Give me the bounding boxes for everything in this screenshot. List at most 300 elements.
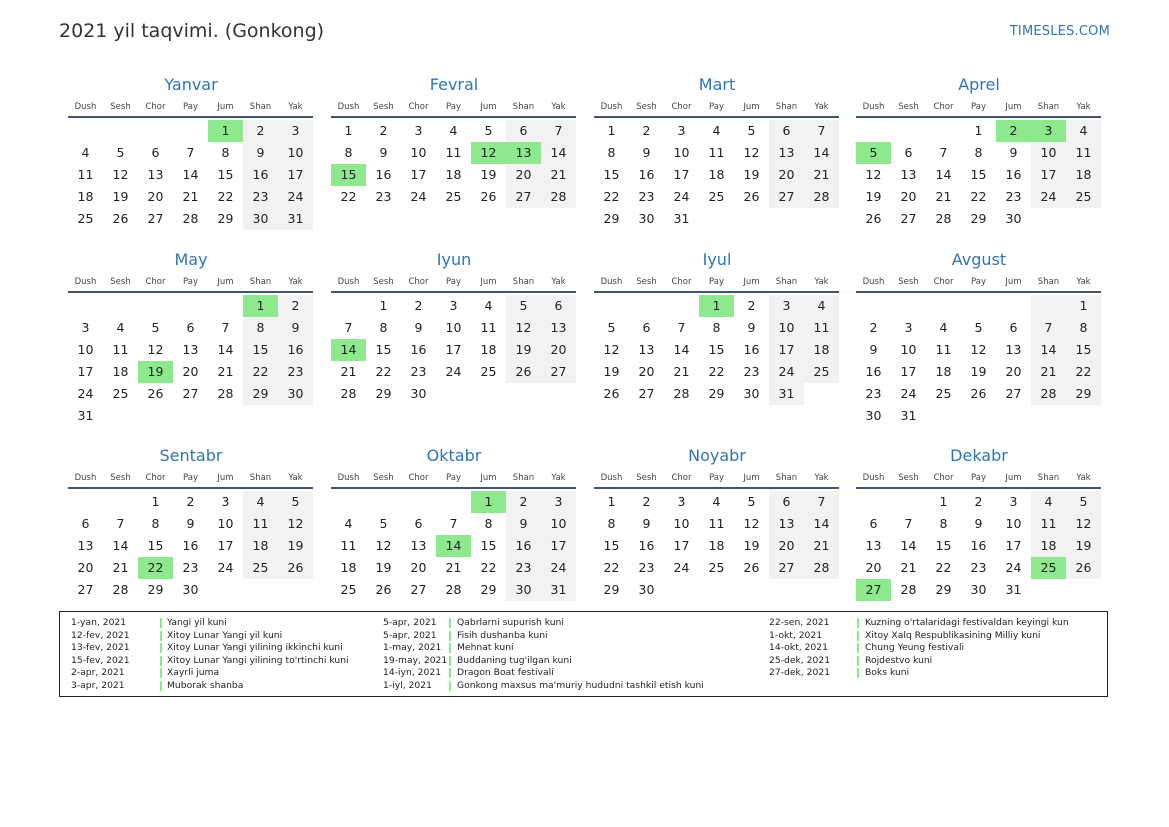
day-cell: 7 xyxy=(939,145,948,160)
day-cell: 11 xyxy=(804,317,839,339)
holiday-marker xyxy=(449,668,451,678)
weekday-label: Chor xyxy=(408,277,429,287)
day-cell: 6 xyxy=(869,516,878,531)
empty-cell xyxy=(331,491,366,513)
weekday-header xyxy=(331,469,577,483)
day-cell: 1 xyxy=(151,494,160,509)
weekday-label: Yak xyxy=(288,277,303,287)
day-cell: 27 xyxy=(410,582,427,597)
day-cell: 21 xyxy=(804,535,839,557)
day-cell: 19 xyxy=(138,361,173,383)
day-cell: 20 xyxy=(769,535,804,557)
day-cell: 15 xyxy=(935,538,952,553)
day-cell: 25 xyxy=(708,560,725,575)
day-cell: 11 xyxy=(935,342,952,357)
weekday-label: Shan xyxy=(249,473,272,483)
weekday-label: Sesh xyxy=(373,473,394,483)
day-cell: 4 xyxy=(449,123,458,138)
day-cell: 22 xyxy=(935,560,952,575)
day-cell: 15 xyxy=(1066,339,1101,361)
month-name: Dekabr xyxy=(950,446,1008,465)
holiday-name: Xitoy Lunar Yangi yilining to'rtinchi kuni xyxy=(167,654,349,666)
day-cell: 6 xyxy=(769,491,804,513)
day-cell: 13 xyxy=(147,167,164,182)
day-cell: 14 xyxy=(804,513,839,535)
holiday-date: 13-fev, 2021 xyxy=(71,642,130,653)
day-cell: 25 xyxy=(935,386,952,401)
day-cell: 24 xyxy=(1031,186,1066,208)
day-cell: 1 xyxy=(939,494,948,509)
weekday-header xyxy=(68,469,314,483)
weekday-label: Chor xyxy=(145,473,166,483)
day-cell: 28 xyxy=(445,582,462,597)
holiday-date: 14-iyn, 2021 xyxy=(383,667,442,678)
day-cell: 29 xyxy=(970,211,987,226)
empty-cell xyxy=(769,208,804,230)
day-cell: 18 xyxy=(77,189,94,204)
holiday-name: Kuzning o'rtalaridagi festivaldan keyingi kun xyxy=(865,617,1069,628)
day-cell: 7 xyxy=(221,320,230,335)
day-cell: 1 xyxy=(243,295,278,317)
day-cell: 19 xyxy=(278,535,313,557)
holiday-marker xyxy=(449,631,451,641)
day-cell: 5 xyxy=(747,494,756,509)
day-cell: 25 xyxy=(804,361,839,383)
month-mart xyxy=(594,72,840,230)
month-aprel xyxy=(856,72,1102,230)
day-cell: 11 xyxy=(480,320,497,335)
empty-cell xyxy=(103,405,138,427)
empty-cell xyxy=(243,405,278,427)
day-cell: 20 xyxy=(638,364,655,379)
day-cell: 12 xyxy=(278,513,313,535)
day-cell: 2 xyxy=(747,298,756,313)
day-cell: 28 xyxy=(1031,383,1066,405)
day-cell: 7 xyxy=(904,516,913,531)
weekday-label: Pay xyxy=(183,102,198,112)
day-cell: 10 xyxy=(1031,142,1066,164)
weekday-label: Yak xyxy=(1076,473,1091,483)
empty-cell xyxy=(1031,208,1066,230)
weekday-label: Dush xyxy=(337,277,360,287)
day-cell: 18 xyxy=(804,339,839,361)
empty-cell xyxy=(856,491,891,513)
empty-cell xyxy=(1031,405,1066,427)
day-cell: 26 xyxy=(743,189,760,204)
holiday-date: 1-iyl, 2021 xyxy=(383,679,432,691)
day-cell: 29 xyxy=(603,582,620,597)
day-cell: 2 xyxy=(186,494,195,509)
empty-cell xyxy=(103,120,138,142)
day-cell: 11 xyxy=(243,513,278,535)
empty-cell xyxy=(208,405,243,427)
weekday-label: Dush xyxy=(337,102,360,112)
weekday-label: Shan xyxy=(1037,102,1060,112)
weekday-label: Yak xyxy=(551,102,566,112)
weekday-label: Pay xyxy=(971,473,986,483)
weekday-label: Pay xyxy=(183,277,198,287)
weekday-label: Yak xyxy=(288,102,303,112)
day-cell: 31 xyxy=(673,211,690,226)
holiday-date: 2-apr, 2021 xyxy=(71,667,125,678)
day-cell: 28 xyxy=(182,211,199,226)
empty-cell xyxy=(541,383,576,405)
holiday-name: Yangi yil kuni xyxy=(167,617,227,628)
day-cell: 22 xyxy=(480,560,497,575)
day-cell: 30 xyxy=(278,383,313,405)
weekday-label: Pay xyxy=(971,277,986,287)
day-cell: 21 xyxy=(445,560,462,575)
day-grid xyxy=(856,295,1102,427)
day-grid xyxy=(594,491,840,601)
day-cell: 17 xyxy=(217,538,234,553)
weekday-header xyxy=(594,273,840,287)
weekday-label: Chor xyxy=(408,473,429,483)
day-cell: 26 xyxy=(1066,557,1101,579)
empty-cell xyxy=(471,383,506,405)
day-cell: 17 xyxy=(410,167,427,182)
weekday-label: Dush xyxy=(600,277,623,287)
empty-cell xyxy=(68,295,103,317)
empty-cell xyxy=(436,383,471,405)
day-cell: 29 xyxy=(243,383,278,405)
weekday-label: Sesh xyxy=(636,277,657,287)
weekday-label: Yak xyxy=(1076,277,1091,287)
day-cell: 29 xyxy=(480,582,497,597)
weekday-label: Yak xyxy=(551,277,566,287)
day-cell: 15 xyxy=(147,538,164,553)
day-cell: 22 xyxy=(1066,361,1101,383)
month-name: Aprel xyxy=(958,75,1000,94)
day-cell: 30 xyxy=(182,582,199,597)
holiday-marker xyxy=(857,668,859,678)
day-cell: 20 xyxy=(865,560,882,575)
day-grid xyxy=(68,491,314,601)
empty-cell xyxy=(173,120,208,142)
weekday-label: Dush xyxy=(74,277,97,287)
day-cell: 25 xyxy=(1031,557,1066,579)
day-cell: 30 xyxy=(410,386,427,401)
day-cell: 18 xyxy=(340,560,357,575)
day-cell: 23 xyxy=(506,557,541,579)
day-cell: 23 xyxy=(243,186,278,208)
weekday-label: Pay xyxy=(709,277,724,287)
header-rule xyxy=(856,487,1101,489)
day-cell: 22 xyxy=(340,189,357,204)
holiday-date: 3-apr, 2021 xyxy=(71,679,125,691)
day-cell: 14 xyxy=(331,339,366,361)
day-cell: 8 xyxy=(712,320,721,335)
day-cell: 3 xyxy=(541,491,576,513)
weekday-label: Pay xyxy=(183,473,198,483)
holiday-name: Boks kuni xyxy=(865,667,910,678)
day-cell: 14 xyxy=(112,538,129,553)
weekday-label: Jum xyxy=(480,473,497,483)
day-cell: 27 xyxy=(506,186,541,208)
month-name: Sentabr xyxy=(159,446,223,465)
day-cell: 9 xyxy=(506,513,541,535)
day-cell: 18 xyxy=(445,167,462,182)
day-cell: 15 xyxy=(331,164,366,186)
day-cell: 11 xyxy=(1066,142,1101,164)
weekday-header xyxy=(68,98,314,112)
day-cell: 4 xyxy=(243,491,278,513)
holiday-marker xyxy=(160,643,162,653)
day-cell: 8 xyxy=(243,317,278,339)
day-cell: 6 xyxy=(769,120,804,142)
day-cell: 2 xyxy=(974,494,983,509)
day-cell: 16 xyxy=(1005,167,1022,182)
day-cell: 30 xyxy=(970,582,987,597)
day-cell: 2 xyxy=(278,295,313,317)
day-cell: 21 xyxy=(217,364,234,379)
day-cell: 12 xyxy=(112,167,129,182)
empty-cell xyxy=(891,491,926,513)
empty-cell xyxy=(436,491,471,513)
holiday-name: Dragon Boat festivali xyxy=(457,667,554,678)
day-cell: 1 xyxy=(699,295,734,317)
day-cell: 26 xyxy=(375,582,392,597)
day-cell: 28 xyxy=(340,386,357,401)
empty-cell xyxy=(804,383,839,405)
empty-cell xyxy=(1031,579,1066,601)
day-cell: 6 xyxy=(1009,320,1018,335)
day-cell: 28 xyxy=(112,582,129,597)
day-cell: 23 xyxy=(278,361,313,383)
day-cell: 15 xyxy=(603,538,620,553)
day-grid xyxy=(331,120,577,208)
weekday-label: Sesh xyxy=(636,473,657,483)
day-cell: 17 xyxy=(1031,164,1066,186)
day-cell: 16 xyxy=(410,342,427,357)
holiday-name: Xitoy Lunar Yangi yilining ikkinchi kuni xyxy=(167,642,343,653)
day-cell: 23 xyxy=(410,364,427,379)
holiday-name: Rojdestvo kuni xyxy=(865,654,933,666)
day-cell: 13 xyxy=(541,317,576,339)
empty-cell xyxy=(243,579,278,601)
holiday-date: 25-dek, 2021 xyxy=(769,654,831,666)
day-cell: 22 xyxy=(603,189,620,204)
day-cell: 21 xyxy=(182,189,199,204)
day-cell: 13 xyxy=(769,513,804,535)
day-cell: 16 xyxy=(375,167,392,182)
weekday-label: Chor xyxy=(933,102,954,112)
day-cell: 22 xyxy=(217,189,234,204)
weekday-label: Shan xyxy=(775,277,798,287)
day-cell: 5 xyxy=(151,320,160,335)
day-cell: 26 xyxy=(865,211,882,226)
day-cell: 23 xyxy=(865,386,882,401)
holiday-date: 1-yan, 2021 xyxy=(71,617,127,628)
day-cell: 18 xyxy=(1031,535,1066,557)
day-grid xyxy=(856,120,1102,230)
weekday-label: Pay xyxy=(709,473,724,483)
header-rule xyxy=(331,291,576,293)
day-cell: 30 xyxy=(743,386,760,401)
weekday-label: Shan xyxy=(512,473,535,483)
day-cell: 19 xyxy=(970,364,987,379)
day-cell: 10 xyxy=(769,317,804,339)
day-cell: 13 xyxy=(638,342,655,357)
day-cell: 21 xyxy=(804,164,839,186)
weekday-label: Shan xyxy=(512,102,535,112)
day-cell: 8 xyxy=(1066,317,1101,339)
day-cell: 16 xyxy=(243,164,278,186)
day-cell: 25 xyxy=(480,364,497,379)
day-cell: 4 xyxy=(1066,120,1101,142)
month-name: Yanvar xyxy=(164,75,218,94)
holiday-date: 1-may, 2021 xyxy=(383,642,442,653)
day-cell: 4 xyxy=(712,494,721,509)
day-cell: 27 xyxy=(900,211,917,226)
weekday-label: Sesh xyxy=(110,102,131,112)
empty-cell xyxy=(173,405,208,427)
day-cell: 27 xyxy=(638,386,655,401)
day-cell: 7 xyxy=(186,145,195,160)
empty-cell xyxy=(664,579,699,601)
empty-cell xyxy=(629,295,664,317)
day-cell: 7 xyxy=(804,120,839,142)
day-cell: 9 xyxy=(642,145,651,160)
day-grid xyxy=(68,120,314,230)
weekday-header xyxy=(594,469,840,483)
day-cell: 18 xyxy=(1066,164,1101,186)
day-cell: 3 xyxy=(414,123,423,138)
holiday-date: 14-okt, 2021 xyxy=(769,642,828,653)
day-cell: 2 xyxy=(243,120,278,142)
month-name: Iyun xyxy=(436,250,472,269)
day-cell: 23 xyxy=(970,560,987,575)
day-cell: 24 xyxy=(769,361,804,383)
weekday-header xyxy=(331,98,577,112)
day-cell: 20 xyxy=(506,164,541,186)
day-cell: 3 xyxy=(1031,120,1066,142)
day-cell: 3 xyxy=(449,298,458,313)
day-cell: 1 xyxy=(1066,295,1101,317)
day-cell: 24 xyxy=(77,386,94,401)
day-cell: 4 xyxy=(939,320,948,335)
weekday-label: Dush xyxy=(74,473,97,483)
day-cell: 27 xyxy=(147,211,164,226)
weekday-label: Sesh xyxy=(373,102,394,112)
day-cell: 17 xyxy=(77,364,94,379)
weekday-label: Jum xyxy=(217,277,234,287)
day-cell: 15 xyxy=(375,342,392,357)
day-cell: 24 xyxy=(278,186,313,208)
day-cell: 11 xyxy=(445,145,462,160)
day-cell: 7 xyxy=(541,120,576,142)
day-cell: 2 xyxy=(642,494,651,509)
day-cell: 4 xyxy=(712,123,721,138)
day-cell: 31 xyxy=(541,579,576,601)
day-cell: 30 xyxy=(1005,211,1022,226)
day-cell: 24 xyxy=(900,386,917,401)
day-cell: 16 xyxy=(865,364,882,379)
day-cell: 23 xyxy=(182,560,199,575)
day-cell: 4 xyxy=(81,145,90,160)
weekday-label: Sesh xyxy=(110,473,131,483)
day-cell: 30 xyxy=(506,579,541,601)
weekday-label: Sesh xyxy=(636,102,657,112)
day-cell: 14 xyxy=(217,342,234,357)
day-cell: 3 xyxy=(677,494,686,509)
holiday-date: 12-fev, 2021 xyxy=(71,629,130,641)
header-rule xyxy=(856,291,1101,293)
day-cell: 8 xyxy=(484,516,493,531)
weekday-label: Chor xyxy=(145,277,166,287)
day-grid xyxy=(68,295,314,427)
day-cell: 20 xyxy=(77,560,94,575)
day-cell: 9 xyxy=(974,516,983,531)
empty-cell xyxy=(594,295,629,317)
day-cell: 7 xyxy=(116,516,125,531)
month-sentabr xyxy=(68,443,314,601)
day-cell: 22 xyxy=(243,361,278,383)
empty-cell xyxy=(699,579,734,601)
day-cell: 19 xyxy=(603,364,620,379)
empty-cell xyxy=(401,491,436,513)
day-cell: 4 xyxy=(344,516,353,531)
empty-cell xyxy=(996,295,1031,317)
holiday-name: Xitoy Xalq Respublikasining Milliy kuni xyxy=(865,629,1041,641)
day-cell: 28 xyxy=(541,186,576,208)
empty-cell xyxy=(103,295,138,317)
empty-cell xyxy=(1066,405,1101,427)
holiday-legend xyxy=(59,611,1108,697)
empty-cell xyxy=(856,120,891,142)
weekday-label: Chor xyxy=(408,102,429,112)
day-cell: 10 xyxy=(77,342,94,357)
empty-cell xyxy=(891,295,926,317)
day-cell: 29 xyxy=(375,386,392,401)
day-cell: 24 xyxy=(445,364,462,379)
day-cell: 19 xyxy=(865,189,882,204)
day-cell: 31 xyxy=(769,383,804,405)
day-cell: 12 xyxy=(743,145,760,160)
day-cell: 18 xyxy=(112,364,129,379)
holiday-date: 5-apr, 2021 xyxy=(383,629,437,641)
day-cell: 10 xyxy=(541,513,576,535)
day-cell: 14 xyxy=(935,167,952,182)
weekday-label: Yak xyxy=(551,473,566,483)
day-cell: 31 xyxy=(900,408,917,423)
weekday-header xyxy=(856,469,1102,483)
day-cell: 25 xyxy=(1066,186,1101,208)
empty-cell xyxy=(138,295,173,317)
day-cell: 15 xyxy=(708,342,725,357)
holiday-marker xyxy=(160,681,162,691)
day-cell: 11 xyxy=(112,342,129,357)
empty-cell xyxy=(103,491,138,513)
holiday-name: Xayrli juma xyxy=(167,667,220,678)
day-cell: 14 xyxy=(541,142,576,164)
empty-cell xyxy=(734,208,769,230)
day-cell: 20 xyxy=(541,339,576,361)
day-cell: 16 xyxy=(638,167,655,182)
holiday-marker xyxy=(160,656,162,666)
site-link[interactable]: TIMESLES.COM xyxy=(1009,24,1110,39)
weekday-label: Chor xyxy=(145,102,166,112)
day-cell: 8 xyxy=(344,145,353,160)
weekday-label: Dush xyxy=(337,473,360,483)
header-rule xyxy=(331,487,576,489)
day-cell: 27 xyxy=(769,557,804,579)
empty-cell xyxy=(769,579,804,601)
day-cell: 3 xyxy=(904,320,913,335)
month-name: Oktabr xyxy=(426,446,482,465)
day-cell: 7 xyxy=(804,491,839,513)
empty-cell xyxy=(208,579,243,601)
